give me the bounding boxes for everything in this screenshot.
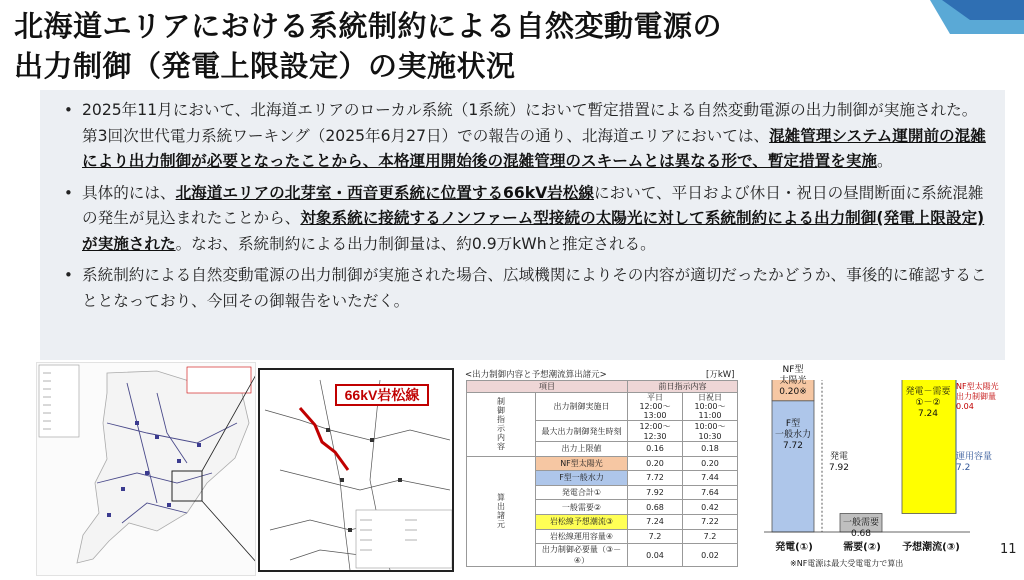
chart-label-line: 7.92: [828, 463, 850, 473]
chart-label-line: 7.72: [782, 440, 804, 451]
row-label: 発電合計①: [536, 485, 628, 500]
header-prev: 前日指示内容: [627, 381, 737, 393]
table-row: [467, 456, 738, 471]
row-label: 出力制御実施日: [536, 393, 628, 421]
chart-label-line: 発電－需要: [905, 386, 951, 397]
row-label: F型一般水力: [536, 471, 628, 486]
chart-label-line: 運用容量: [956, 452, 993, 462]
table-unit: [万kW]: [706, 370, 735, 380]
header-item: 項目: [467, 381, 628, 393]
gen-total-label: [822, 452, 856, 474]
nf-bar-label: [772, 365, 814, 398]
logo-icon: [930, 0, 1024, 34]
chart-label-line: NF型: [782, 364, 804, 375]
table-header-row: [467, 381, 738, 393]
cell-hd: 7.22: [682, 514, 737, 529]
row-label: 岩松線予想潮流③: [536, 514, 628, 529]
row-label: 岩松線運用容量④: [536, 529, 628, 544]
cell-wd: 0.20: [627, 456, 682, 471]
control-table: [466, 380, 738, 567]
cell-hd: 0.02: [682, 544, 737, 567]
row-label: 最大出力制御発生時刻: [536, 421, 628, 442]
cell-hd: 10:00～10:30: [682, 421, 737, 442]
col-holiday: 日祝日 10:00～11:00: [682, 393, 737, 421]
chart-label-line: NF型太陽光: [956, 382, 999, 391]
cell-wd: 0.04: [627, 544, 682, 567]
cell-wd: 7.2: [627, 529, 682, 544]
chart-label-line: 7.24: [917, 408, 939, 419]
chart-label-line: 一般水力: [774, 429, 811, 440]
callout-66kv-iwamatsu: 66kV岩松線: [335, 384, 429, 406]
cell-wd: 0.68: [627, 500, 682, 515]
table-row: [467, 393, 738, 421]
cell-wd: 7.92: [627, 485, 682, 500]
cell-wd: 7.72: [627, 471, 682, 486]
detail-map: [258, 368, 454, 572]
group-calc: 算出諸元: [467, 456, 536, 567]
category-label: 予想潮流(③): [902, 542, 960, 553]
chart-label-line: 一般需要: [842, 517, 879, 528]
capacity-label: [956, 452, 1002, 474]
category-label: 発電(①): [775, 542, 813, 553]
cell-wd: 12:00～12:30: [627, 421, 682, 442]
cell-hd: 0.18: [682, 442, 737, 457]
bullet-2: • 具体的には、北海道エリアの北芽室・西音更系統に位置する66kV岩松線において、平日および休日・祝日の昼間断面に系統混雑の発生が見込まれたことから、対象系統に接続するノンファーム型接続の太陽光に対して系統制約による出力制御(発電上限設定)が実施された。なお、系統制約による出力制御量は、約0.9万kWhと推定される。: [64, 181, 991, 258]
cell-wd: 7.24: [627, 514, 682, 529]
group-control: 制御指示内容: [467, 393, 536, 457]
flow-bar-label: [900, 387, 956, 420]
title-line-1: 北海道エリアにおける系統制約による自然変動電源の: [14, 9, 723, 43]
chart-label-line: 7.2: [956, 463, 971, 473]
row-label: 出力制御必要量（③－④）: [536, 544, 628, 567]
row-label: NF型太陽光: [536, 456, 628, 471]
col-weekday: 平日 12:00～13:00: [627, 393, 682, 421]
cell-hd: 7.64: [682, 485, 737, 500]
chart-label-line: 0.68: [850, 528, 872, 539]
cell-wd: 0.16: [627, 442, 682, 457]
chart-label-line: 0.20※: [779, 386, 807, 397]
bullet-1: • 2025年11月において、北海道エリアのローカル系統（1系統）において暫定措置による自然変動電源の出力制御が実施された。第3回次世代電力系統ワーキング（2025年6月27日）での報告の通り、北海道エリアにおいては、混雑管理システム運開前の混雑により出力制御が必要となったことから、本格運用開始後の混雑管理のスキームとは異なる形で、暫定措置を実施。: [64, 98, 991, 175]
row-label: 一般需要②: [536, 500, 628, 515]
category-label: 需要(②): [843, 542, 881, 553]
flow-chart: [760, 364, 1012, 576]
page-number: 11: [1000, 542, 1017, 557]
slide-title: [14, 6, 934, 86]
bullet-3: • 系統制約による自然変動電源の出力制御が実施された場合、広域機関によりその内容が適切だったかどうか、事後的に確認することとなっており、今回その御報告をいただく。: [64, 263, 991, 314]
chart-label-line: ①－②: [915, 397, 941, 408]
chart-label-line: 太陽光: [779, 375, 807, 386]
cell-hd: 0.42: [682, 500, 737, 515]
title-line-2: 出力制御（発電上限設定）の実施状況: [14, 49, 516, 83]
chart-label-line: F型: [785, 418, 801, 429]
cell-hd: 7.44: [682, 471, 737, 486]
demand-bar-label: [836, 518, 886, 540]
chart-label-line: 出力制御量: [956, 392, 996, 401]
cell-hd: 0.20: [682, 456, 737, 471]
chart-label-line: 発電: [829, 452, 848, 462]
f-bar-label: [772, 419, 814, 452]
table-title: <出力制御内容と予想潮流算出諸元>: [465, 370, 607, 380]
cell-hd: 7.2: [682, 529, 737, 544]
row-label: 出力上限値: [536, 442, 628, 457]
chart-label-line: 0.04: [956, 402, 974, 411]
chart-footnote: ※NF電源は最大受電電力で算出: [790, 559, 904, 568]
bullet-list: [40, 90, 1005, 360]
overview-map: [36, 362, 256, 576]
nf-control-label: [956, 382, 1012, 412]
